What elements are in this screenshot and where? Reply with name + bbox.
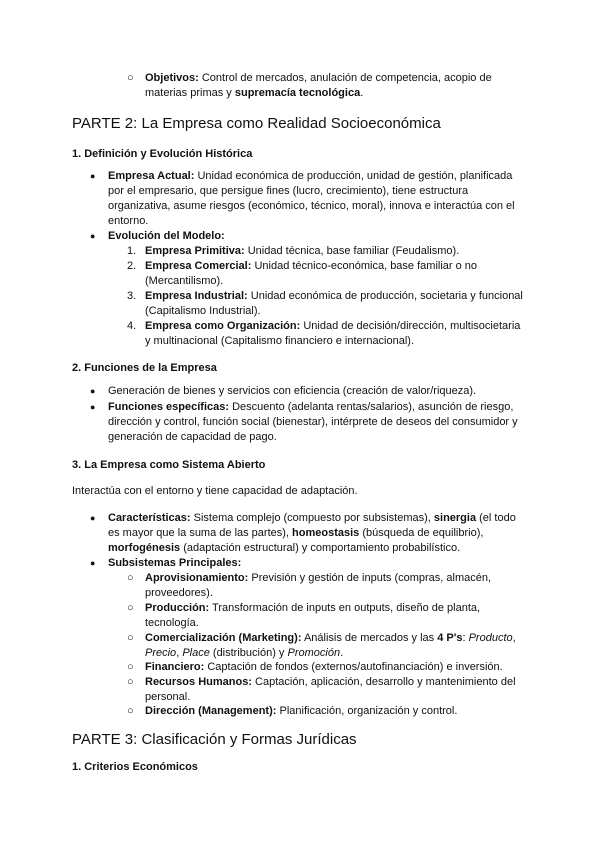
evol-item-comercial: Empresa Comercial: Unidad técnico-económica, base familiar o no (Mercantilismo). <box>145 260 478 287</box>
section-heading-funciones: 2. Funciones de la Empresa <box>72 362 217 374</box>
sistema-intro: Interactúa con el entorno y tiene capacidad de adaptación. <box>72 485 358 497</box>
disc-bullet-icon: ● <box>90 402 96 412</box>
list-number: 2. <box>127 260 137 272</box>
objetivos-item: Objetivos: Control de mercados, anulación de competencia, acopio de materias primas y supremacía tecnológica. <box>145 72 492 99</box>
circle-bullet-icon: ○ <box>127 632 134 644</box>
empresa-actual-item: Empresa Actual: Unidad económica de producción, unidad de gestión, planificada por el empresario, que persigue fines (lucro, crecimiento), tiene estructura organizativa, asume riesgos (económico, técnico, moral), innova e interactúa con el entorno. <box>108 170 515 227</box>
disc-bullet-icon: ● <box>90 513 96 523</box>
circle-bullet-icon: ○ <box>127 705 134 717</box>
circle-bullet-icon: ○ <box>127 572 134 584</box>
evol-item-industrial: Empresa Industrial: Unidad económica de producción, societaria y funcional (Capitalismo Industrial). <box>145 290 523 317</box>
funciones-item-especificas: Funciones específicas: Descuento (adelanta rentas/salarios), asunción de riesgo, dirección y control, función social (bienestar), intérprete de deseos del consumidor y generación de capacidad de pago. <box>108 401 518 443</box>
disc-bullet-icon: ● <box>90 171 96 181</box>
funciones-item-generacion: Generación de bienes y servicios con eficiencia (creación de valor/riqueza). <box>108 385 477 397</box>
section-heading-sistema: 3. La Empresa como Sistema Abierto <box>72 459 266 471</box>
circle-bullet-icon: ○ <box>127 72 134 84</box>
subsistema-direccion: Dirección (Management): Planificación, organización y control. <box>145 705 458 717</box>
circle-bullet-icon: ○ <box>127 602 134 614</box>
section-heading-definicion: 1. Definición y Evolución Histórica <box>72 148 253 160</box>
subsistema-produccion: Producción: Transformación de inputs en outputs, diseño de planta, tecnología. <box>145 602 481 629</box>
subsistema-aprovisionamiento: Aprovisionamiento: Previsión y gestión de inputs (compras, almacén, proveedores). <box>145 572 492 599</box>
evolucion-label: Evolución del Modelo: <box>108 230 225 242</box>
list-number: 3. <box>127 290 137 302</box>
evol-item-primitiva: Empresa Primitiva: Unidad técnica, base familiar (Feudalismo). <box>145 245 460 257</box>
disc-bullet-icon: ● <box>90 231 96 241</box>
circle-bullet-icon: ○ <box>127 676 134 688</box>
part2-heading: PARTE 2: La Empresa como Realidad Socioeconómica <box>72 115 441 132</box>
disc-bullet-icon: ● <box>90 386 96 396</box>
section-heading-criterios: 1. Criterios Económicos <box>72 761 198 773</box>
subsistema-rrhh: Recursos Humanos: Captación, aplicación, desarrollo y mantenimiento del personal. <box>145 676 516 703</box>
subsistemas-label: Subsistemas Principales: <box>108 557 242 569</box>
list-number: 1. <box>127 245 137 257</box>
circle-bullet-icon: ○ <box>127 661 134 673</box>
caracteristicas-item: Características: Sistema complejo (compuesto por subsistemas), sinergia (el todo es mayor que la suma de las partes), homeostasis (búsqueda de equilibrio), morfogénesis (adaptación estructural) y comportamiento probabilístico. <box>108 512 516 554</box>
subsistema-financiero: Financiero: Captación de fondos (externos/autofinanciación) e inversión. <box>145 661 503 673</box>
evol-item-organizacion: Empresa como Organización: Unidad de decisión/dirección, multisocietaria y multinacional (Capitalismo financiero e internacional). <box>145 320 521 347</box>
subsistema-comercializacion: Comercialización (Marketing): Análisis de mercados y las 4 P's: Producto, Precio, Place (distribución) y Promoción. <box>145 632 516 659</box>
disc-bullet-icon: ● <box>90 558 96 568</box>
list-number: 4. <box>127 320 137 332</box>
part3-heading: PARTE 3: Clasificación y Formas Jurídicas <box>72 731 357 748</box>
